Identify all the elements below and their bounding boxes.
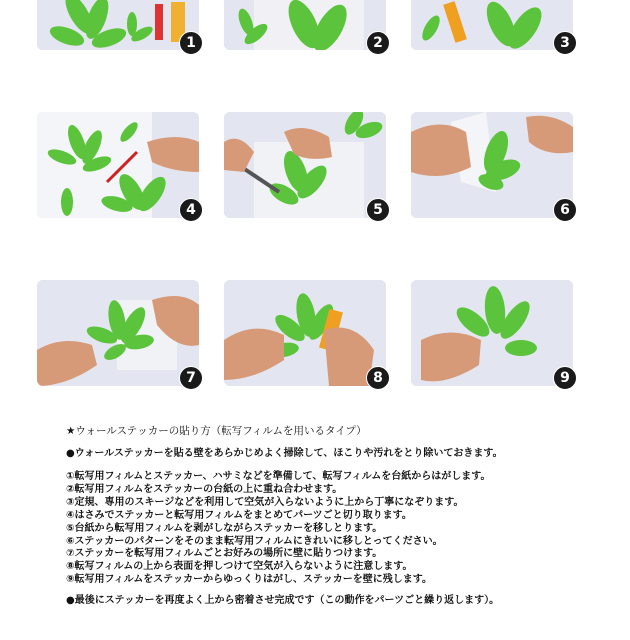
step-photo-6 — [411, 112, 573, 218]
step-item: ③定規、専用のスキージなどを利用して空気が入らないように上から丁寧になぞります。 — [66, 496, 464, 508]
step-item: ⑤台紙から転写用フィルムを剥がしながらステッカーを移しとります。 — [66, 522, 383, 534]
step-item: ⑧転写フィルムの上から表面を押しつけて空気が入らないように注意します。 — [66, 561, 413, 573]
step-item: ②転写用フィルムをステッカーの台紙の上に重ね合わせます。 — [66, 483, 343, 495]
step-item: ④はさみでステッカーと転写用フィルムをまとめてパーツごと切り取ります。 — [66, 509, 412, 521]
final-note: ●最後にステッカーを再度よく上から密着させ完成です（この動作をパーツごと繰り返します）。 — [66, 595, 500, 607]
step-number-badge: 6 — [553, 198, 577, 222]
instructions-title: ★ウォールステッカーの貼り方（転写フィルムを用いるタイプ） — [66, 425, 367, 437]
step-photo-7 — [37, 280, 199, 386]
step-item: ①転写用フィルムとステッカー、ハサミなどを準備して、転写フィルムを台紙からはがします。 — [66, 471, 491, 482]
step-number-badge: 4 — [179, 198, 203, 222]
step-list — [66, 471, 606, 587]
step-number-badge: 7 — [179, 366, 203, 390]
step-photo-4 — [37, 112, 199, 218]
step-item: ⑨転写用フィルムをステッカーからゆっくりはがし、ステッカーを壁に残します。 — [66, 574, 432, 586]
step-photo-2 — [224, 0, 386, 50]
instructions-text — [66, 425, 606, 606]
step-number-badge: 2 — [366, 31, 390, 55]
step-photo-3 — [411, 0, 573, 50]
step-photo-1 — [37, 0, 199, 50]
step-number-badge: 5 — [366, 198, 390, 222]
step-item: ⑥ステッカーのパターンをそのまま転写用フィルムにきれいに移しとってください。 — [66, 535, 443, 547]
step-photo-5 — [224, 112, 386, 218]
preparation-note: ●ウォールステッカーを貼る壁をあらかじめよく掃除して、ほこりや汚れをとり除いておきます。 — [66, 448, 503, 459]
step-number-badge: 9 — [553, 366, 577, 390]
step-number-badge: 3 — [553, 31, 577, 55]
step-item: ⑦ステッカーを転写用フィルムごとお好みの場所に壁に貼りつけます。 — [66, 548, 383, 560]
step-number-badge: 1 — [179, 31, 203, 55]
step-photo-8 — [224, 280, 386, 386]
step-number-badge: 8 — [366, 366, 390, 390]
step-photo-9 — [411, 280, 573, 386]
